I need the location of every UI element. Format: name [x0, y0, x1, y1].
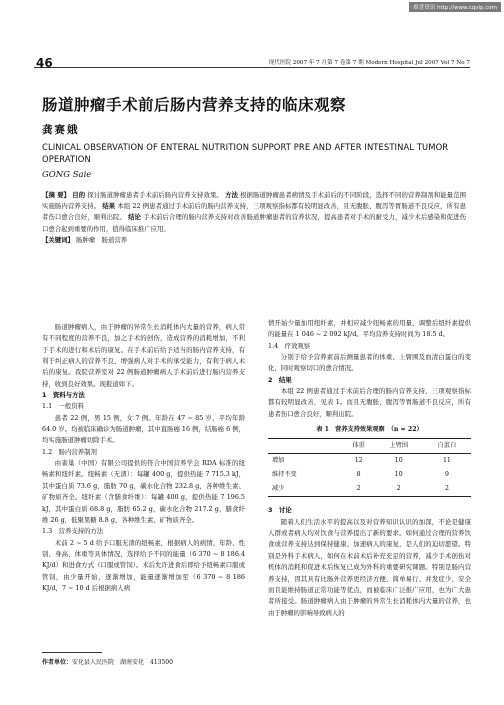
paper-title: 肠道肿瘤手术前后肠内营养支持的临床观察 [42, 96, 347, 114]
affiliation-text: 安化县人民医院 湖南安化 413500 [72, 659, 173, 666]
table-cell: 10 [394, 471, 403, 479]
left-column [42, 322, 245, 594]
table-header-row [268, 439, 471, 454]
table-header-cell: 体重 [352, 442, 365, 450]
right-column [268, 318, 471, 619]
section-1-4-heading: 1.4 疗效观察 [268, 341, 311, 350]
affiliation-label: 作者单位： [42, 659, 73, 666]
section-1-2-heading: 1.2 肠内营养制剂 [42, 447, 97, 456]
keywords: 肠肿瘤 肠道营养 [76, 235, 128, 244]
intro-paragraph: 肠道肿瘤病人，由于肿瘤的异常生长消耗体内大量的营养，病人常有不同程度的营养不良，加之手术的创伤，造成营养的消耗增加，不利于手术的进行和术后的康复。在手术前后给予适当的肠内营养支持，有利于纠正病人的营养不良，增强病人对手术的承受能力，有利于病人术后的康复。我院营养室对 22 例肠道肿瘤病人手术前后进行肠内营养支持，收到良好效果。现报道如下。 [42, 323, 245, 388]
abstract-label: 【摘 要】 [42, 191, 71, 199]
table-header-cell: 上臂围 [389, 442, 409, 450]
table-cell: 8 [356, 471, 361, 479]
abstract [42, 190, 466, 246]
section-2-text: 本组 22 例患者通过手术前后合理的肠内营养支持，三项观察指标都有较明显改善，见表 1。而且无腹胀、腹泻等胃肠道不良反应，所有患者伤口愈合良好，顺利出院。 [268, 387, 471, 418]
abstract-method-label: 方法 [225, 191, 238, 199]
abstract-aim-label: 目的 [72, 191, 86, 199]
section-1-2-text: 由雀巢（中国）有限公司提供的符合中国营养学会 RDA 标准的纽畅素和纽纤素。纽畅素（无渣）：每罐 400 g，提供热能 7 715.3 kJ，其中蛋白质 73.6 g，脂肪 70 g，碳水化合物 232.8 g，各种维生素、矿物质齐全。纽纤素（含膳食纤维）：每罐 400 g，提供热能 7 196.5 kJ，其中蛋白质 68.8 g，脂肪 65.2 g，碳水化合物 217.2 g，膳食纤维 26 g，低聚果糖 8.8 g，各种维生素、矿物质齐全。 [42, 459, 245, 524]
table-header-cell [268, 439, 343, 454]
section-1-heading: 1 资料与方法 [42, 391, 85, 400]
page-number: 46 [36, 56, 53, 70]
journal-header: 现代医院 2007 年 7 月第 7 卷第 7 期 Modern Hospital Jul 2007 Vol 7 No 7 [268, 60, 470, 66]
table-row [268, 482, 471, 497]
table-cell: 2 [396, 485, 401, 493]
table-cell: 2 [356, 485, 361, 493]
section-1-3-heading: 1.3 营养支持的方法 [42, 527, 104, 536]
table-header-cell: 白蛋白 [437, 442, 457, 450]
table-cell: 10 [394, 457, 403, 465]
affiliation-rule [42, 652, 102, 653]
watermark: 维普资讯 http://www.cqvip.com [409, 2, 501, 12]
section-2-heading: 2 结果 [268, 375, 292, 384]
table-row [268, 454, 471, 469]
table-cell: 减少 [272, 485, 285, 493]
table-cell: 增加 [272, 457, 285, 465]
header-rule [34, 67, 470, 68]
table-cell: 2 [444, 485, 449, 493]
table-cell: 维持不变 [272, 471, 297, 479]
table-1 [268, 438, 471, 497]
abstract-result: 本组 22 例患者通过手术前后的肠内营养支持，三项观察指标都有较明显改善，且无腹胀、腹泻等胃肠道不良反应，所有患者伤口愈合良好，顺利出院。 [42, 202, 466, 222]
continuation-paragraph: 情开始少量加用纽纤素，并相应减少纽畅素的用量，调整后纽纤素提供的能量在 1 046 ~ 2 092 kJ/d。平均营养支持时间为 18.5 d。 [268, 319, 471, 339]
abstract-conclusion: 手术前后合理的肠内营养支持对改善肠道肿瘤患者的营养状况，提高患者对手术的耐受力，减少术后感染和促进伤口愈合起到重要的作用，值得临床推广应用。 [42, 213, 466, 233]
section-1-3-text: 术前 2 ~ 5 d 给予口服无渣的纽畅素，根据病人的病情、年龄、性别、身高、体重等具体情况，选择给予不同的能量（6 370 ~ 8 186.4 KJ/d）和进食方式（口服或管饲）。术后允许进食后即给予纽畅素口服或管饲，由少量开始，逐渐增加，能量逐渐增加至（6 370 ~ 8 186 KJ/d，7 ~ 10 d 后根据病人病 [42, 538, 245, 592]
table-row [268, 468, 471, 482]
abstract-result-label: 结果 [102, 202, 116, 211]
affiliation [42, 657, 173, 666]
section-1-1-heading: 1.1 一般资料 [42, 402, 85, 411]
section-1-1-text: 患者 22 例，男 15 例，女 7 例。年龄在 47 ~ 85 岁，平均年龄 64.0 岁。均被临床确诊为肠道肿瘤，其中直肠癌 16 例，结肠癌 6 例，均实施肠道肿瘤切除手术。 [42, 413, 245, 445]
english-author: GONG Saie [42, 170, 92, 180]
english-title: CLINICAL OBSERVATION OF ENTERAL NUTRITION SUPPORT PRE AND AFTER INTESTINAL TUMOR OPERATION [42, 142, 449, 164]
section-3-heading: 3 讨论 [268, 506, 292, 515]
author: 龚赛娥 [42, 124, 80, 136]
abstract-conclusion-label: 结论 [128, 213, 141, 222]
section-1-4-text: 分别于给予营养素前后测量患者的体重、上臂围及血清白蛋白的变化，同时观察切口的愈合情况。 [268, 353, 471, 373]
keywords-label: 【关键词】 [42, 235, 74, 244]
table-cell: 11 [442, 457, 451, 465]
section-3-text: 随着人们生活水平的提高以及对营养知识认识的加深，不论是健康人群或者病人均对饮食与营养提出了新的要求。如何通过合理的营养饮食或营养支持达到保持健康、加速病人的康复，是人们的迫切愿望。特别是外科手术病人，如何在术前术后补充充足的营养，减少手术创伤对机体的消耗和促进术后恢复已成为外科的重要研究课题。特别是肠内营养支持，因其具有比肠外营养更经济方便、简单易行、并发症少、安全而且能维持肠道正常功能等优点，而被临床广泛推广应用，也为广大患者所接受。肠道肿瘤病人由于肿瘤的异常生长消耗体内大量的营养，也由于肿瘤的影响导致病人的 [268, 517, 471, 617]
table-cell: 9 [444, 471, 449, 479]
table-1-title: 表 1 营养支持效果观察 （n = 22） [316, 426, 423, 434]
table-cell: 12 [354, 457, 363, 465]
abstract-method: 根据肠道肿瘤患者病情及手术前后的不同阶段，选择不同的营养制剂和能量范围实施肠内营养支持。 [42, 191, 466, 211]
abstract-aim: 探讨肠道肿瘤患者手术前后肠内营养支持效果。 [87, 191, 223, 199]
